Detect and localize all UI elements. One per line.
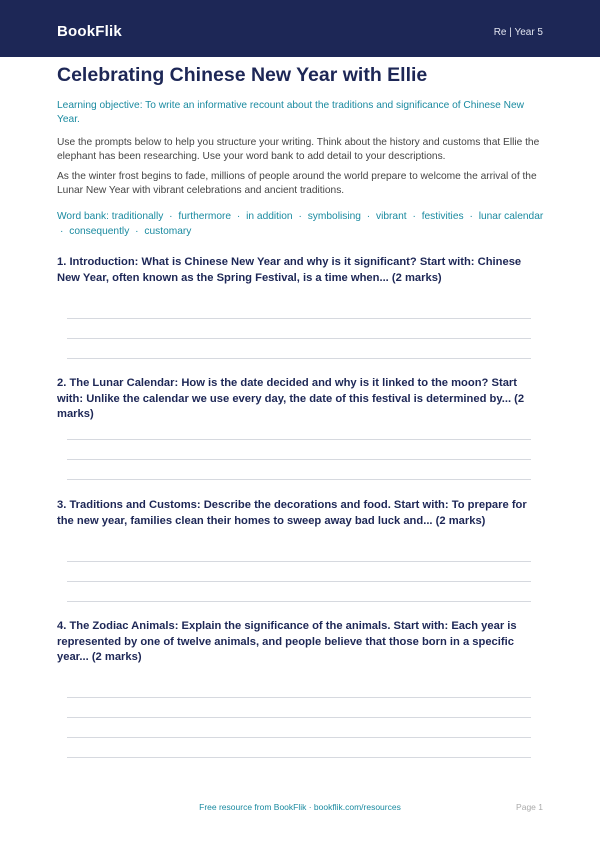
answer-line[interactable] <box>67 717 531 718</box>
word-bank-word: vibrant <box>376 211 407 222</box>
answer-line[interactable] <box>67 697 531 698</box>
question-2: 2. The Lunar Calendar: How is the date decided and why is it linked to the moon? Start with: Unlike the calendar we use every day, the date of this festival is determined by... (2 marks) <box>57 377 525 420</box>
answer-line[interactable] <box>67 561 531 562</box>
answer-line[interactable] <box>67 338 531 339</box>
word-bank-separator: · <box>135 225 139 237</box>
answer-line[interactable] <box>67 439 531 440</box>
answer-line[interactable] <box>67 757 531 758</box>
answer-line[interactable] <box>67 459 531 460</box>
answer-line[interactable] <box>67 358 531 359</box>
word-bank-word: lunar calendar <box>478 211 544 222</box>
word-bank-word: in addition <box>246 211 293 222</box>
word-bank-separator: · <box>169 211 173 222</box>
learning-objective: Learning objective: To write an informative recount about the traditions and significance of Chinese New Year. <box>57 100 525 125</box>
header-meta: Re | Year 5 <box>493 27 543 38</box>
word-bank-separator: · <box>366 211 371 222</box>
word-bank-separator: · <box>298 211 302 222</box>
word-bank-words <box>57 211 543 237</box>
question-3: 3. Traditions and Customs: Describe the decorations and food. Start with: To prepare for the new year, families clean their homes to sweep away bad luck and... (2 marks) <box>57 499 527 527</box>
page-number: Page 1 <box>516 802 543 812</box>
word-bank-separator: · <box>469 211 473 222</box>
intro-paragraph: Use the prompts below to help you structure your writing. Think about the history and customs that Ellie the elephant has been researching. Use your word bank to add detail to your descriptions. <box>57 137 540 162</box>
word-bank-word: symbolising <box>307 211 361 222</box>
word-bank-label: Word bank: <box>57 211 109 222</box>
word-bank <box>57 210 547 239</box>
header-bar <box>0 0 600 57</box>
word-bank-word: traditionally <box>111 211 164 222</box>
word-bank-separator: · <box>60 225 64 237</box>
answer-line[interactable] <box>67 479 531 480</box>
brand-logo-text[interactable]: BookFlik <box>57 23 122 40</box>
word-bank-word: furthermore <box>178 211 232 222</box>
word-bank-word: consequently <box>69 225 130 237</box>
word-bank-word: customary <box>144 225 192 237</box>
page-title: Celebrating Chinese New Year with Ellie <box>57 64 428 86</box>
answer-line[interactable] <box>67 581 531 582</box>
question-4: 4. The Zodiac Animals: Explain the significance of the animals. Start with: Each year is represented by one of twelve animals, and people believe that those born in a specific year... (2 marks) <box>57 620 517 663</box>
footer-link[interactable]: Free resource from BookFlik · bookflik.com/resources <box>199 802 401 812</box>
word-bank-separator: · <box>236 211 241 222</box>
intro-paragraph: As the winter frost begins to fade, millions of people around the world prepare to welcome the arrival of the Lunar New Year with vibrant celebrations and ancient traditions. <box>57 171 537 196</box>
answer-line[interactable] <box>67 318 531 319</box>
question-1: 1. Introduction: What is Chinese New Year and why is it significant? Start with: Chinese New Year, often known as the Spring Festival, is a time when... (2 marks) <box>57 256 522 284</box>
answer-line[interactable] <box>67 601 531 602</box>
answer-line[interactable] <box>67 737 531 738</box>
word-bank-separator: · <box>412 211 416 222</box>
word-bank-word: festivities <box>421 211 464 222</box>
